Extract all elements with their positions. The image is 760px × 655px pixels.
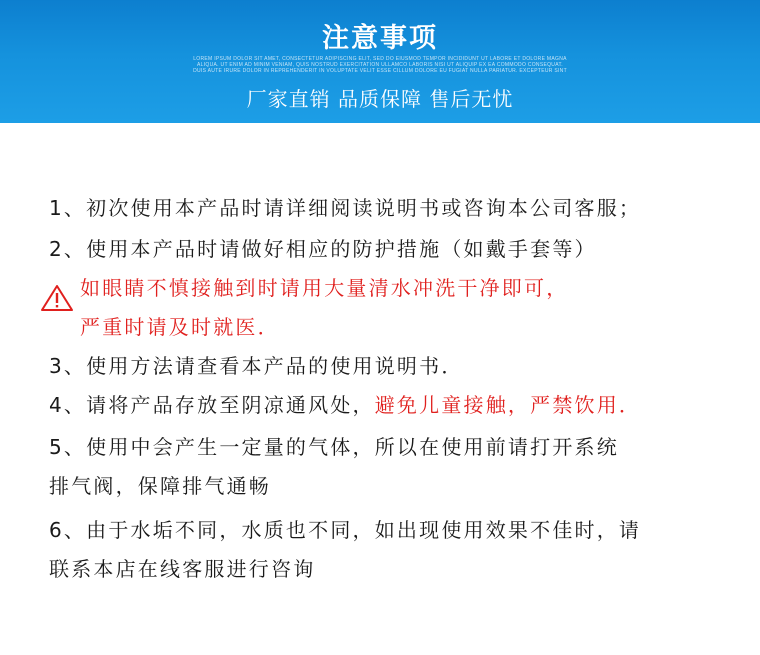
banner-subtitle: 厂家直销 品质保障 售后无忧 — [246, 87, 514, 111]
note-4-text: 4、请将产品存放至阴凉通风处， — [49, 393, 375, 417]
note-2: 2、使用本产品时请做好相应的防护措施（如戴手套等） — [49, 237, 597, 261]
note-4 — [49, 389, 641, 418]
warning-line-1: 如眼睛不慎接触到时请用大量清水冲洗干净即可， — [80, 276, 569, 300]
note-5-line-2: 排气阀，保障排气通畅 — [49, 474, 271, 498]
warning-line-2: 严重时请及时就医． — [80, 315, 280, 339]
banner-fine-print: LOREM IPSUM DOLOR SIT AMET, CONSECTETUR ADIPISCING ELIT, SED DO EIUSMOD TEMPOR INCIDIDUNT UT LABORE ET DOLORE MAGNA ALIQUA. UT ENIM AD MINIM VENIAM, QUIS NOSTRUD EXERCITATION ULLAMCO LABORIS NISI UT ALIQUIP EX EA COMMODO CONSEQUAT. DUIS AUTE IRURE DOLOR IN REPREHENDERIT IN VOLUPTATE VELIT ESSE CILLUM DOLORE EU FUGIAT NULLA PARIATUR. EXCEPTEUR SINT — [193, 56, 567, 74]
banner-title: 注意事项 — [322, 23, 438, 54]
note-6-line-2: 联系本店在线客服进行咨询 — [49, 557, 316, 581]
note-1: 1、初次使用本产品时请详细阅读说明书或咨询本公司客服； — [49, 196, 642, 220]
note-5-line-1: 5、使用中会产生一定量的气体，所以在使用前请打开系统 — [49, 435, 619, 459]
warning-triangle-icon — [40, 284, 74, 312]
note-3: 3、使用方法请查看本产品的使用说明书． — [49, 354, 464, 378]
header-banner — [0, 0, 760, 123]
note-4-warning: 避免儿童接触，严禁饮用． — [374, 393, 642, 417]
note-6-line-1: 6、由于水垢不同，水质也不同，如出现使用效果不佳时，请 — [49, 518, 642, 542]
